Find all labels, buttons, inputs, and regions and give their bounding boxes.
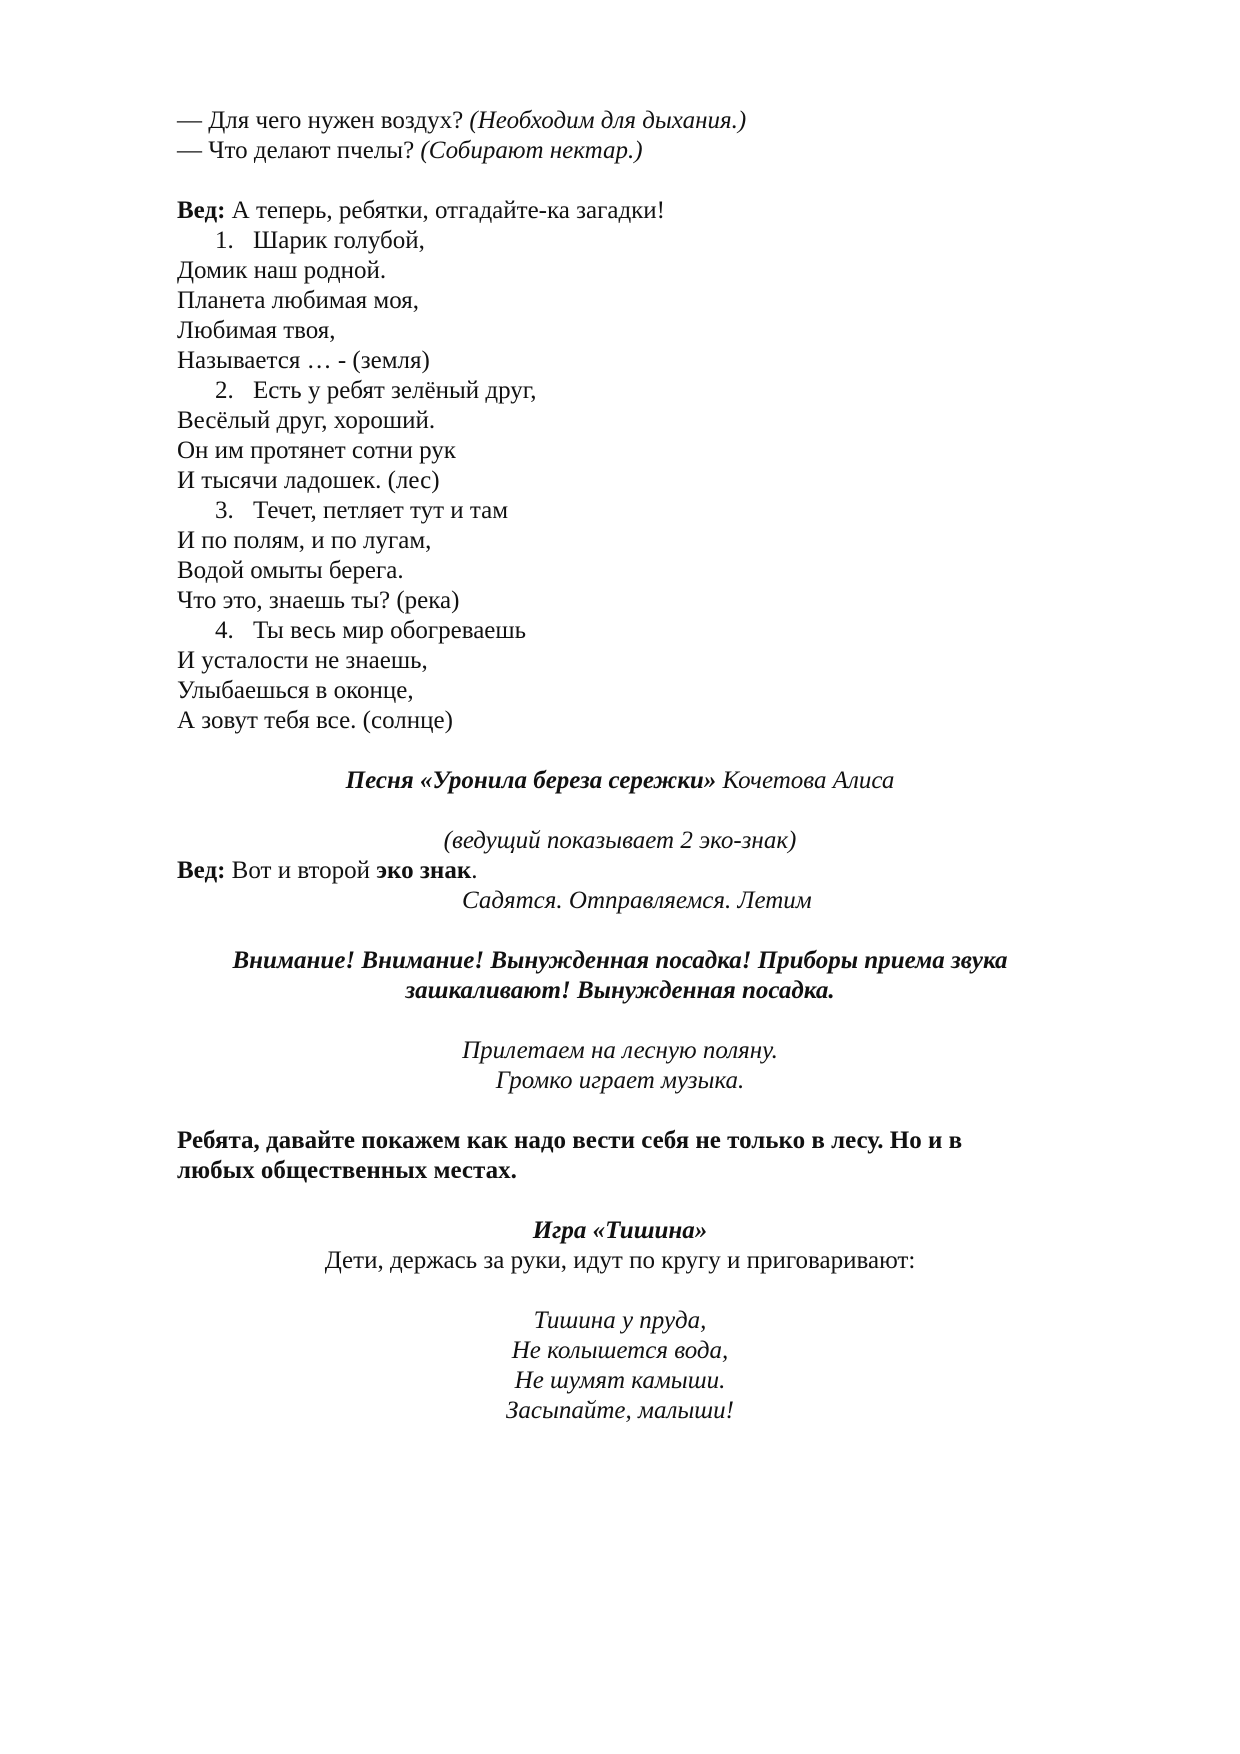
verse-line: Тишина у пруда, — [533, 1307, 707, 1334]
riddle-4-first-line: Ты весь мир обогреваешь — [253, 617, 527, 644]
speaker-label: Вед: — [177, 197, 226, 224]
verse-line: Засыпайте, малыши! — [505, 1397, 735, 1424]
stage-direction — [0, 826, 1240, 856]
riddle-line: Улыбаешься в оконце, — [177, 677, 414, 704]
eco-sign-period: . — [471, 857, 478, 884]
eco-sign-line — [177, 856, 477, 886]
eco-sign-emphasis: эко знак — [376, 857, 472, 884]
riddles-intro-text: А теперь, ребятки, отгадайте-ка загадки! — [225, 197, 666, 224]
riddle-line: Планета любимая моя, — [177, 287, 420, 314]
riddle-line: А зовут тебя все. (солнце) — [177, 707, 453, 734]
riddle-line: Любимая твоя, — [177, 317, 336, 344]
riddle-line: Домик наш родной. — [177, 257, 387, 284]
verse-line: Не колышется вода, — [511, 1337, 729, 1364]
riddle-3-first-line: Течет, петляет тут и там — [253, 497, 509, 524]
question-bees-text: — Что делают пчелы? — [177, 137, 421, 164]
arrival-line-2: Громко играет музыка. — [495, 1067, 745, 1094]
riddle-1-number: 1. — [215, 227, 234, 254]
song-title: Песня «Уронила береза сережки» — [345, 767, 717, 794]
question-bees-answer: (Собирают нектар.) — [420, 137, 643, 164]
stage-direction-text: (ведущий показывает 2 эко-знак) — [443, 827, 797, 854]
riddle-line: Называется … - (земля) — [177, 347, 430, 374]
question-bees — [177, 136, 643, 166]
riddle-1-first-line: Шарик голубой, — [253, 227, 425, 254]
behavior-call-line-2: любых общественных местах. — [177, 1157, 517, 1184]
riddle-3-number: 3. — [215, 497, 234, 524]
riddle-line: Весёлый друг, хороший. — [177, 407, 436, 434]
riddle-line: Водой омыты берега. — [177, 557, 404, 584]
verse-line: Не шумят камыши. — [514, 1367, 726, 1394]
speaker-label: Вед: — [177, 857, 226, 884]
announcement-line-2: зашкаливают! Вынужденная посадка. — [405, 977, 835, 1004]
behavior-call-line-1: Ребята, давайте покажем как надо вести себя не только в лесу. Но и в — [177, 1127, 963, 1154]
riddles-intro — [177, 196, 665, 226]
riddle-4-number: 4. — [215, 617, 234, 644]
question-air-answer: (Необходим для дыхания.) — [469, 107, 747, 134]
riddle-line: Он им протянет сотни рук — [177, 437, 456, 464]
game-title: Игра «Тишина» — [532, 1217, 708, 1244]
announcement-line-1: Внимание! Внимание! Вынужденная посадка! Приборы приема звука — [232, 947, 1008, 974]
riddle-2-first-line: Есть у ребят зелёный друг, — [253, 377, 537, 404]
arrival-line-1: Прилетаем на лесную поляну. — [462, 1037, 778, 1064]
song-performer: Кочетова Алиса — [716, 767, 895, 794]
flight-direction-text: Садятся. Отправляемся. Летим — [462, 887, 812, 914]
question-air — [177, 106, 746, 136]
riddle-line: Что это, знаешь ты? (река) — [177, 587, 460, 614]
question-air-text: — Для чего нужен воздух? — [177, 107, 470, 134]
riddle-2-number: 2. — [215, 377, 234, 404]
flight-direction — [462, 886, 812, 916]
riddle-line: И по полям, и по лугам, — [177, 527, 432, 554]
riddle-line: И усталости не знаешь, — [177, 647, 428, 674]
game-instruction: Дети, держась за руки, идут по кругу и приговаривают: — [324, 1247, 916, 1274]
riddle-line: И тысячи ладошек. (лес) — [177, 467, 440, 494]
eco-sign-text: Вот и второй — [225, 857, 377, 884]
song-heading — [0, 766, 1240, 796]
